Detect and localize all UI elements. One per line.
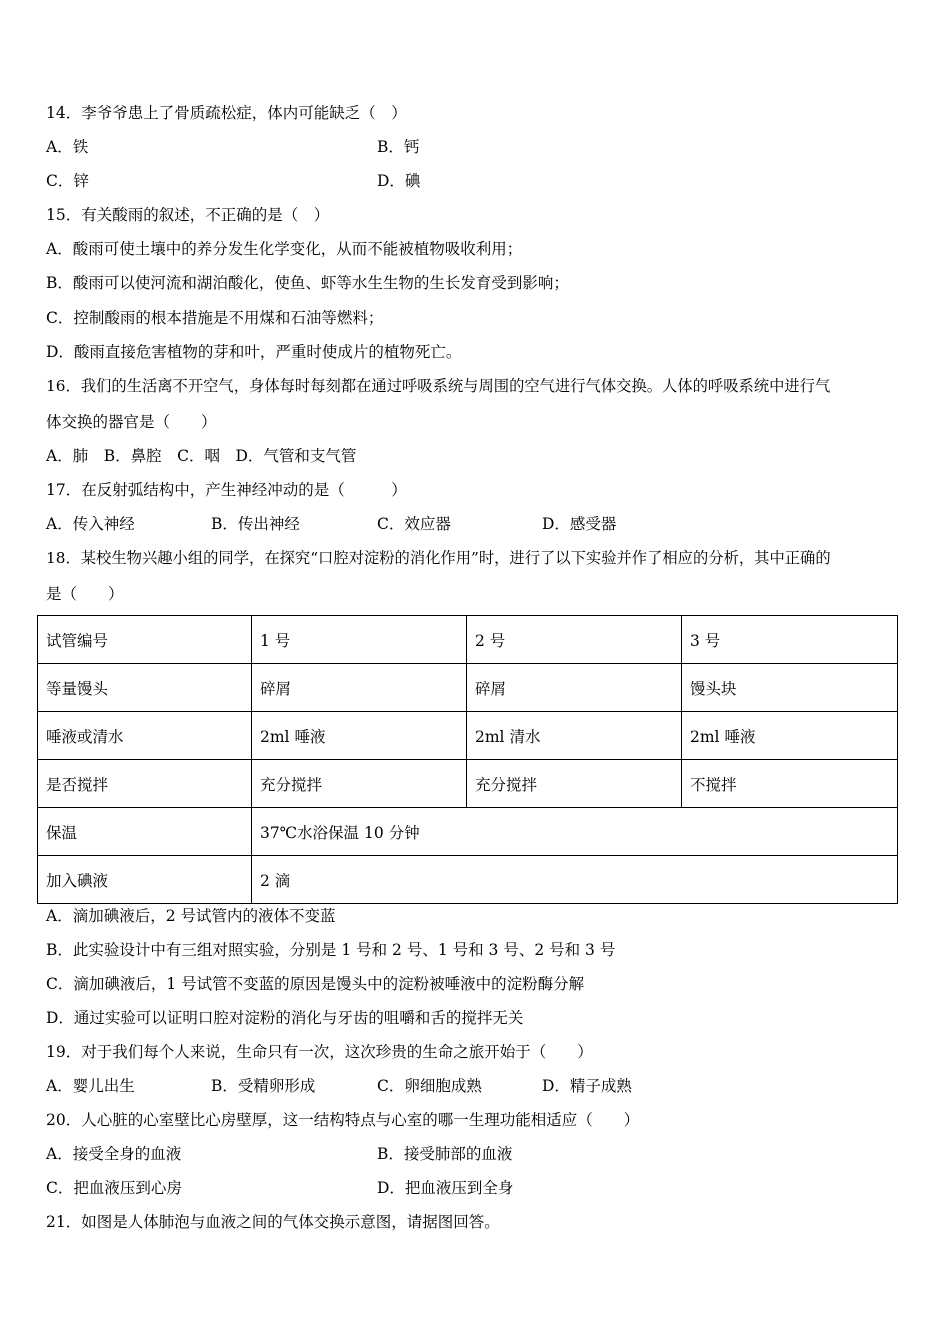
question-14-options-row1 (46, 137, 420, 157)
option-b: B．钙 (377, 138, 420, 156)
option-b: B．此实验设计中有三组对照实验，分别是 1 号和 2 号、1 号和 3 号、2 号和 3 号 (46, 941, 616, 959)
question-14-stem: 14．李爷爷患上了骨质疏松症，体内可能缺乏（ ） (46, 104, 407, 122)
question-15-stem: 15．有关酸雨的叙述，不正确的是（ ） (46, 206, 330, 224)
question-20-stem: 20．人心脏的心室壁比心房壁厚，这一结构特点与心室的哪一生理功能相适应（ ） (46, 1111, 640, 1129)
table-row (38, 760, 898, 808)
question-16-options: A．肺 B．鼻腔 C．咽 D．气管和支气管 (46, 447, 357, 465)
table-cell: 试管编号 (38, 616, 252, 664)
table-cell: 充分搅拌 (252, 760, 467, 808)
option-b: B．受精卵形成 (211, 1077, 316, 1095)
question-16-stem-line2: 体交换的器官是（ ） (46, 413, 217, 431)
table-row (38, 616, 898, 664)
question-18-stem-line2: 是（ ） (46, 585, 124, 603)
question-19-options (46, 1076, 686, 1096)
table-cell: 加入碘液 (38, 856, 252, 904)
table-cell: 3 号 (682, 616, 898, 664)
option-b: B．传出神经 (211, 515, 300, 533)
option-d: D．把血液压到全身 (377, 1179, 514, 1197)
table-cell: 1 号 (252, 616, 467, 664)
question-16-stem-line1: 16．我们的生活离不开空气，身体每时每刻都在通过呼吸系统与周围的空气进行气体交换。人体的呼吸系统中进行气 (46, 377, 831, 395)
option-c: C．滴加碘液后，1 号试管不变蓝的原因是馒头中的淀粉被唾液中的淀粉酶分解 (46, 975, 585, 993)
option-d: D．通过实验可以证明口腔对淀粉的消化与牙齿的咀嚼和舌的搅拌无关 (46, 1009, 524, 1027)
option-a: A．铁 (46, 138, 89, 156)
option-a: A．酸雨可使土壤中的养分发生化学变化，从而不能被植物吸收利用； (46, 240, 523, 258)
question-17-stem: 17．在反射弧结构中，产生神经冲动的是（ ） (46, 481, 407, 499)
option-c: C．控制酸雨的根本措施是不用煤和石油等燃料； (46, 309, 384, 327)
table-cell: 唾液或清水 (38, 712, 252, 760)
option-d: D．碘 (377, 172, 421, 190)
option-b: B．接受肺部的血液 (377, 1145, 513, 1163)
table-cell: 2ml 清水 (467, 712, 682, 760)
question-21-stem: 21．如图是人体肺泡与血液之间的气体交换示意图，请据图回答。 (46, 1213, 500, 1231)
option-c: C．效应器 (377, 515, 451, 533)
option-d: D．精子成熟 (542, 1077, 632, 1095)
option-d: D．感受器 (542, 515, 617, 533)
table-cell: 馒头块 (682, 664, 898, 712)
table-row (38, 664, 898, 712)
table-cell: 碎屑 (252, 664, 467, 712)
option-c: C．锌 (46, 172, 89, 190)
option-b: B．酸雨可以使河流和湖泊酸化，使鱼、虾等水生生物的生长发育受到影响； (46, 274, 569, 292)
table-cell: 充分搅拌 (467, 760, 682, 808)
experiment-table (37, 615, 898, 904)
option-a: A．滴加碘液后，2 号试管内的液体不变蓝 (46, 907, 336, 925)
table-cell: 是否搅拌 (38, 760, 252, 808)
question-20-options-row1 (46, 1144, 513, 1164)
table-cell: 2ml 唾液 (682, 712, 898, 760)
table-cell: 2 滴 (252, 856, 898, 904)
option-d: D．酸雨直接危害植物的芽和叶，严重时使成片的植物死亡。 (46, 343, 462, 361)
option-a: A．传入神经 (46, 515, 135, 533)
question-19-stem: 19．对于我们每个人来说，生命只有一次，这次珍贵的生命之旅开始于（ ） (46, 1043, 593, 1061)
option-c: C．卵细胞成熟 (377, 1077, 482, 1095)
table-cell: 2ml 唾液 (252, 712, 467, 760)
table-row (38, 808, 898, 856)
question-17-options (46, 514, 646, 534)
table-row (38, 856, 898, 904)
table-cell: 碎屑 (467, 664, 682, 712)
table-cell: 等量馒头 (38, 664, 252, 712)
table-cell: 保温 (38, 808, 252, 856)
table-cell: 不搅拌 (682, 760, 898, 808)
question-18-stem-line1: 18．某校生物兴趣小组的同学，在探究“口腔对淀粉的消化作用”时，进行了以下实验并作了相应的分析，其中正确的 (46, 549, 831, 567)
option-c: C．把血液压到心房 (46, 1179, 182, 1197)
table-cell: 2 号 (467, 616, 682, 664)
table-row (38, 712, 898, 760)
table-cell: 37℃水浴保温 10 分钟 (252, 808, 898, 856)
question-20-options-row2 (46, 1178, 514, 1198)
question-14-options-row2 (46, 171, 421, 191)
option-a: A．婴儿出生 (46, 1077, 135, 1095)
option-a: A．接受全身的血液 (46, 1145, 182, 1163)
